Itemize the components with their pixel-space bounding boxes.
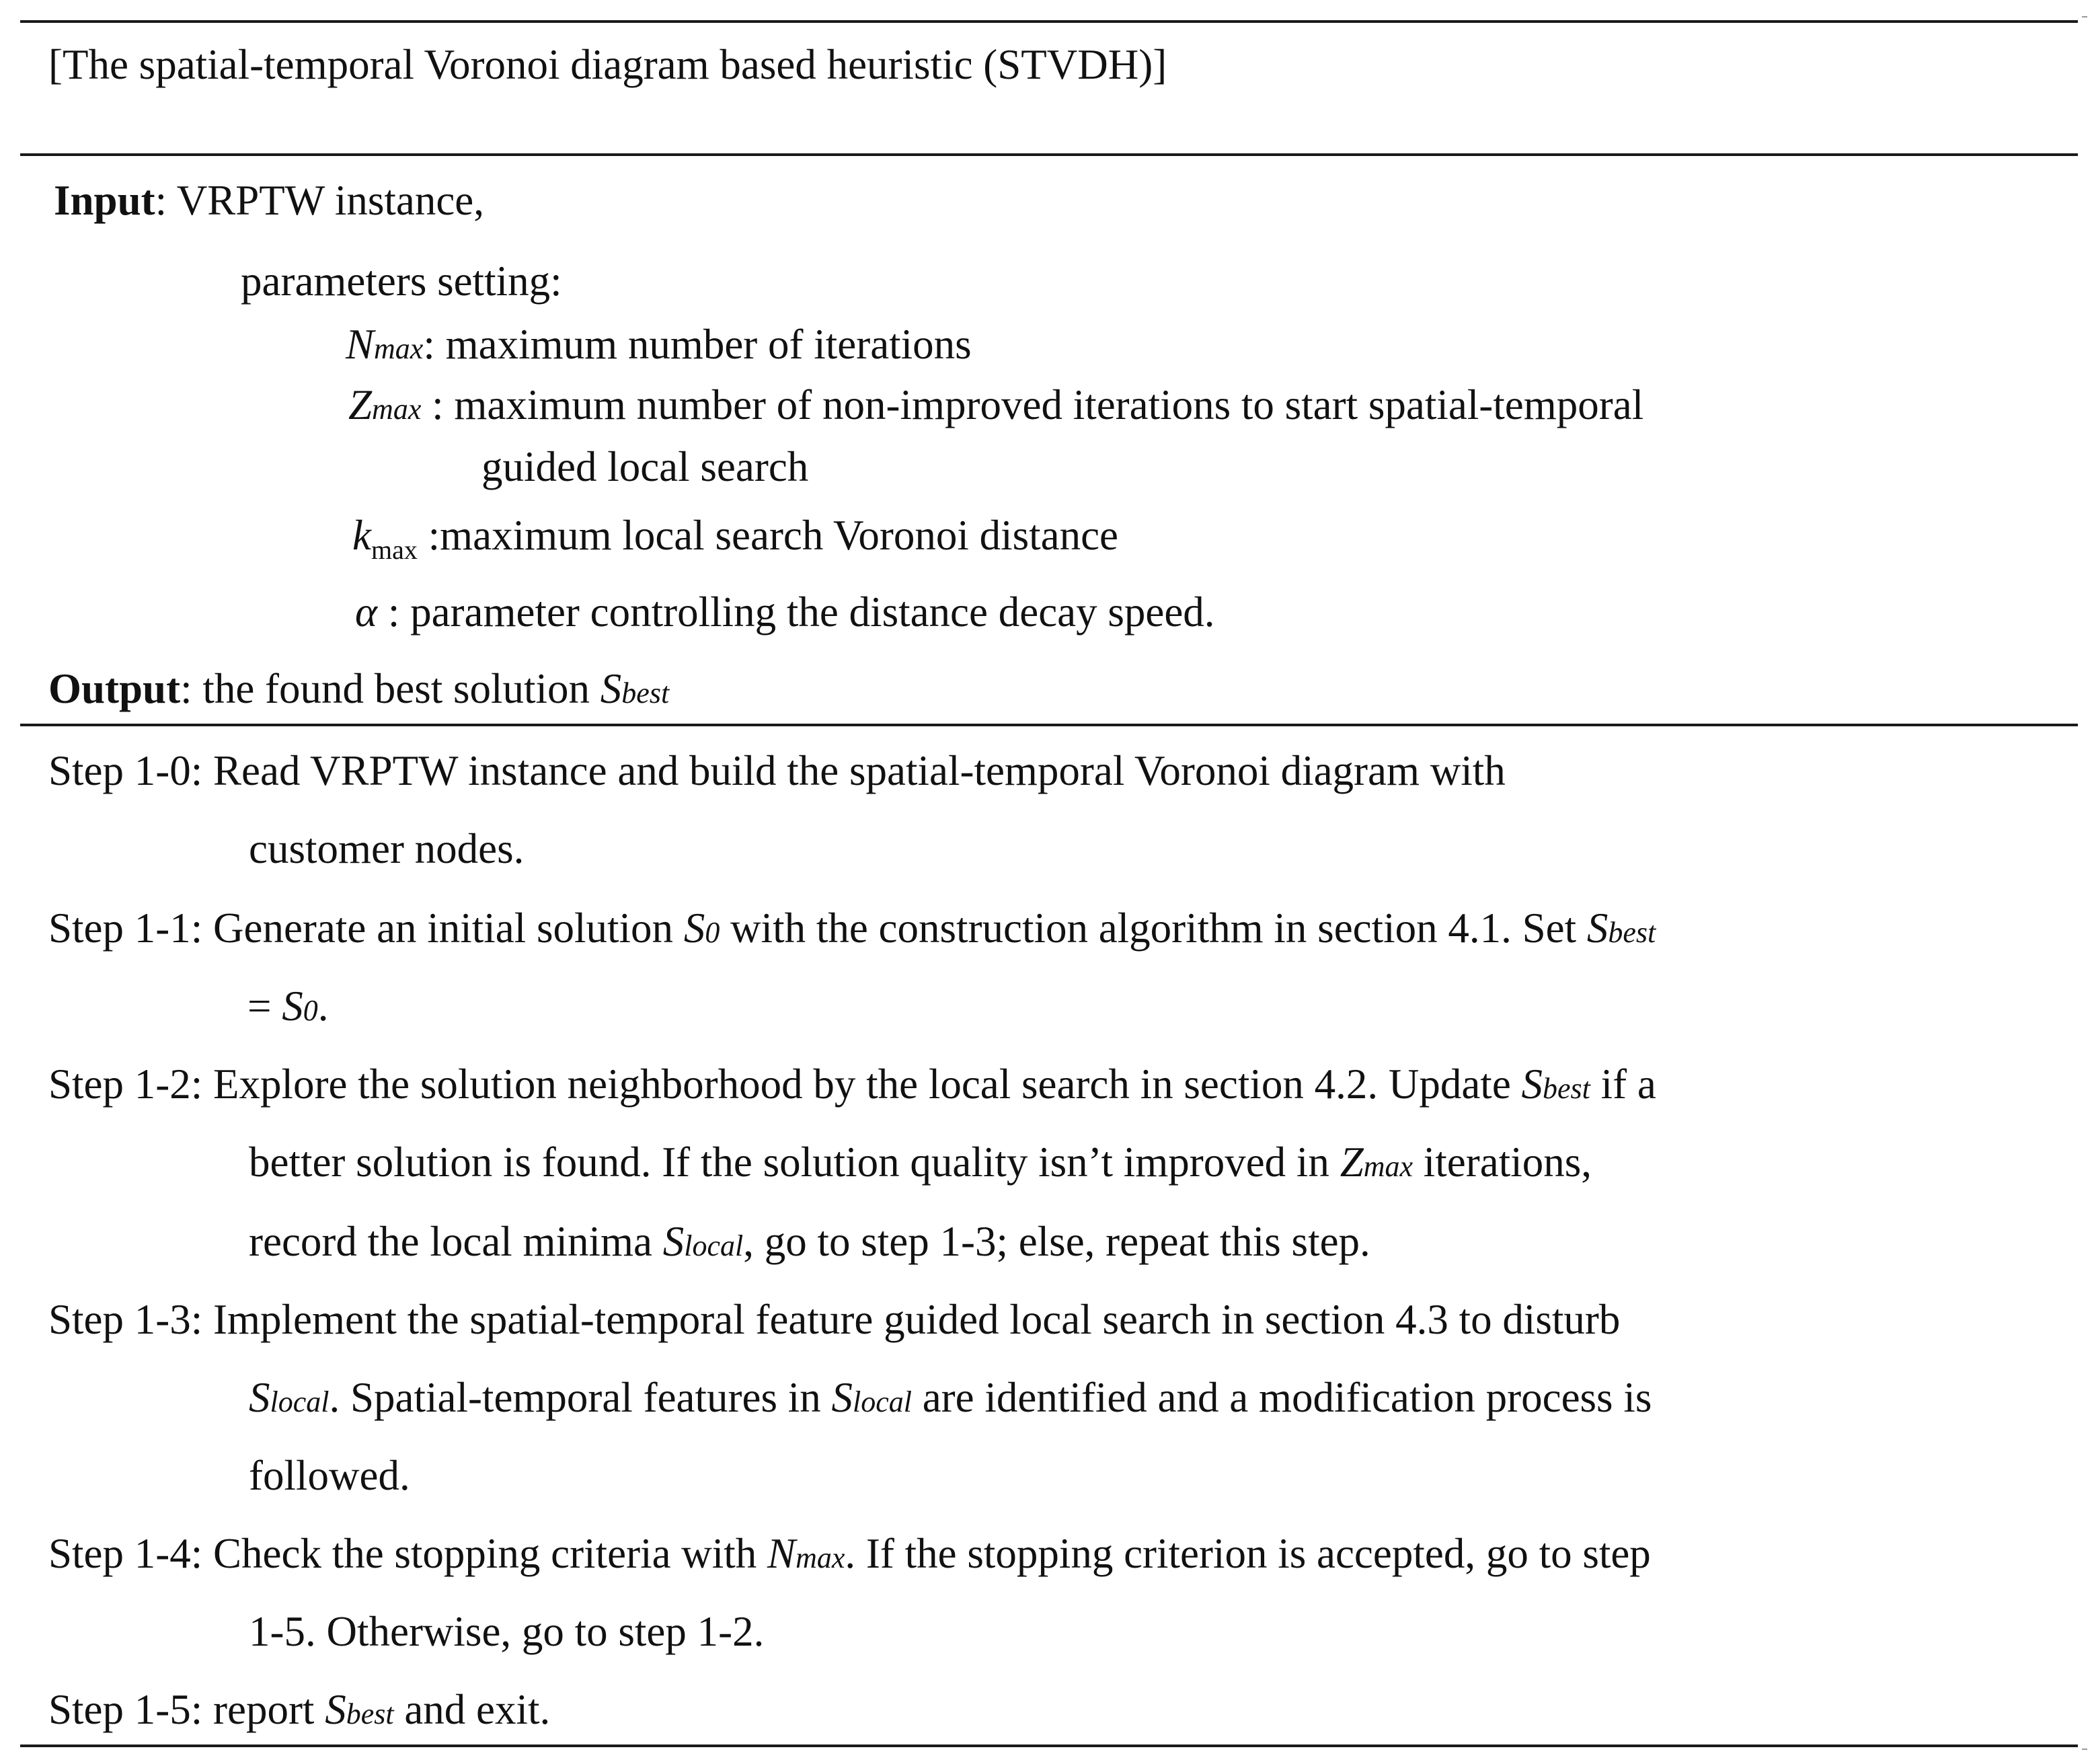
param-subscript: max bbox=[371, 535, 418, 565]
step-label: Step 1-0: bbox=[48, 747, 203, 794]
param-subscript: max bbox=[796, 1541, 845, 1574]
solution-symbol: S bbox=[831, 1374, 853, 1421]
step-text: iterations, bbox=[1413, 1139, 1592, 1186]
step-label: Step 1-1: bbox=[48, 905, 203, 952]
step-1-4 bbox=[48, 1527, 1651, 1580]
step-1-1 bbox=[48, 901, 1656, 955]
step-1-0 bbox=[48, 744, 1506, 798]
param-symbol: N bbox=[346, 321, 375, 368]
solution-symbol: S bbox=[1521, 1061, 1543, 1108]
corner-mark bbox=[2082, 16, 2087, 23]
step-text: with the construction algorithm in section 4.1. Set bbox=[720, 905, 1587, 952]
param-symbol: α bbox=[355, 588, 378, 636]
step-text: Explore the solution neighborhood by the local search in section 4.2. Update bbox=[202, 1061, 1522, 1108]
header-rule bbox=[20, 153, 2078, 156]
algorithm-title: [The spatial-temporal Voronoi diagram based heuristic (STVDH)] bbox=[48, 41, 1167, 88]
step-text: better solution is found. If the solution quality isn’t improved in bbox=[249, 1139, 1340, 1186]
solution-subscript: local bbox=[852, 1385, 912, 1418]
param-zmax-continued: guided local search bbox=[481, 443, 809, 490]
step-1-2 bbox=[48, 1057, 1656, 1111]
solution-symbol: S bbox=[683, 905, 705, 952]
solution-subscript: local bbox=[270, 1385, 330, 1418]
corner-mark bbox=[2082, 1749, 2087, 1755]
param-zmax bbox=[348, 378, 1643, 432]
solution-subscript: best bbox=[1608, 916, 1656, 949]
step-text: Check the stopping criteria with bbox=[202, 1530, 768, 1577]
output-label: Output bbox=[48, 665, 181, 712]
solution-symbol: S bbox=[325, 1686, 346, 1733]
param-desc: :maximum local search Voronoi distance bbox=[417, 512, 1119, 559]
solution-subscript: 0 bbox=[705, 916, 720, 949]
param-subscript: max bbox=[372, 393, 422, 426]
step-label: Step 1-2: bbox=[48, 1061, 203, 1108]
param-symbol: Z bbox=[1340, 1139, 1364, 1186]
step-text: . bbox=[317, 983, 329, 1030]
output-symbol: S bbox=[600, 665, 622, 712]
step-1-5 bbox=[48, 1683, 550, 1736]
step-text: Read VRPTW instance and build the spatial-temporal Voronoi diagram with bbox=[202, 747, 1506, 794]
step-text: Generate an initial solution bbox=[202, 905, 684, 952]
solution-symbol: S bbox=[249, 1374, 270, 1421]
input-text: : VRPTW instance, bbox=[155, 177, 484, 224]
step-label: Step 1-5: bbox=[48, 1686, 203, 1733]
solution-subscript: 0 bbox=[303, 994, 318, 1027]
param-nmax bbox=[346, 317, 972, 371]
solution-symbol: S bbox=[282, 983, 303, 1030]
input-label: Input bbox=[54, 177, 155, 224]
step-text: = bbox=[247, 983, 282, 1030]
output-subscript: best bbox=[621, 677, 670, 710]
step-1-0-continued: customer nodes. bbox=[249, 825, 525, 872]
solution-subscript: best bbox=[1543, 1072, 1590, 1105]
step-text: record the local minima bbox=[249, 1218, 663, 1265]
step-1-3-continued-2: followed. bbox=[249, 1452, 410, 1499]
solution-symbol: S bbox=[662, 1218, 685, 1265]
io-rule bbox=[20, 724, 2078, 726]
step-1-2-continued-2 bbox=[249, 1215, 1370, 1268]
solution-subscript: best bbox=[346, 1697, 394, 1730]
param-desc: : maximum number of iterations bbox=[423, 321, 972, 368]
param-alpha bbox=[355, 585, 1215, 639]
output-line bbox=[48, 662, 669, 716]
param-kmax bbox=[352, 508, 1119, 565]
step-1-4-continued: 1-5. Otherwise, go to step 1-2. bbox=[249, 1608, 765, 1655]
step-1-2-continued bbox=[249, 1135, 1592, 1189]
step-text: Implement the spatial-temporal feature guided local search in section 4.3 to disturb bbox=[202, 1296, 1621, 1343]
step-label: Step 1-4: bbox=[48, 1530, 203, 1577]
param-symbol: N bbox=[767, 1530, 796, 1577]
output-text: : the found best solution bbox=[180, 665, 601, 712]
step-1-3 bbox=[48, 1293, 1620, 1346]
params-heading: parameters setting: bbox=[241, 258, 562, 305]
step-text: if a bbox=[1590, 1061, 1656, 1108]
param-subscript: max bbox=[1363, 1150, 1413, 1183]
step-text: are identified and a modification process is bbox=[911, 1374, 1652, 1421]
step-text: and exit. bbox=[393, 1686, 551, 1733]
param-subscript: max bbox=[374, 332, 424, 365]
step-text: . If the stopping criterion is accepted, go to step bbox=[845, 1530, 1651, 1577]
step-text: . Spatial-temporal features in bbox=[329, 1374, 832, 1421]
step-1-1-continued bbox=[247, 979, 329, 1033]
step-1-3-continued bbox=[249, 1371, 1652, 1424]
param-symbol: Z bbox=[348, 381, 373, 428]
bottom-rule bbox=[20, 1744, 2078, 1747]
solution-subscript: local bbox=[684, 1229, 744, 1262]
step-text: , go to step 1-3; else, repeat this step. bbox=[743, 1218, 1370, 1265]
input-line bbox=[54, 174, 484, 227]
param-desc: : parameter controlling the distance decay speed. bbox=[377, 588, 1215, 636]
step-label: Step 1-3: bbox=[48, 1296, 203, 1343]
param-desc: : maximum number of non-improved iterations to start spatial-temporal bbox=[421, 381, 1644, 428]
top-rule bbox=[20, 20, 2078, 23]
step-text: report bbox=[202, 1686, 325, 1733]
solution-symbol: S bbox=[1586, 905, 1609, 952]
param-symbol: k bbox=[352, 512, 371, 559]
